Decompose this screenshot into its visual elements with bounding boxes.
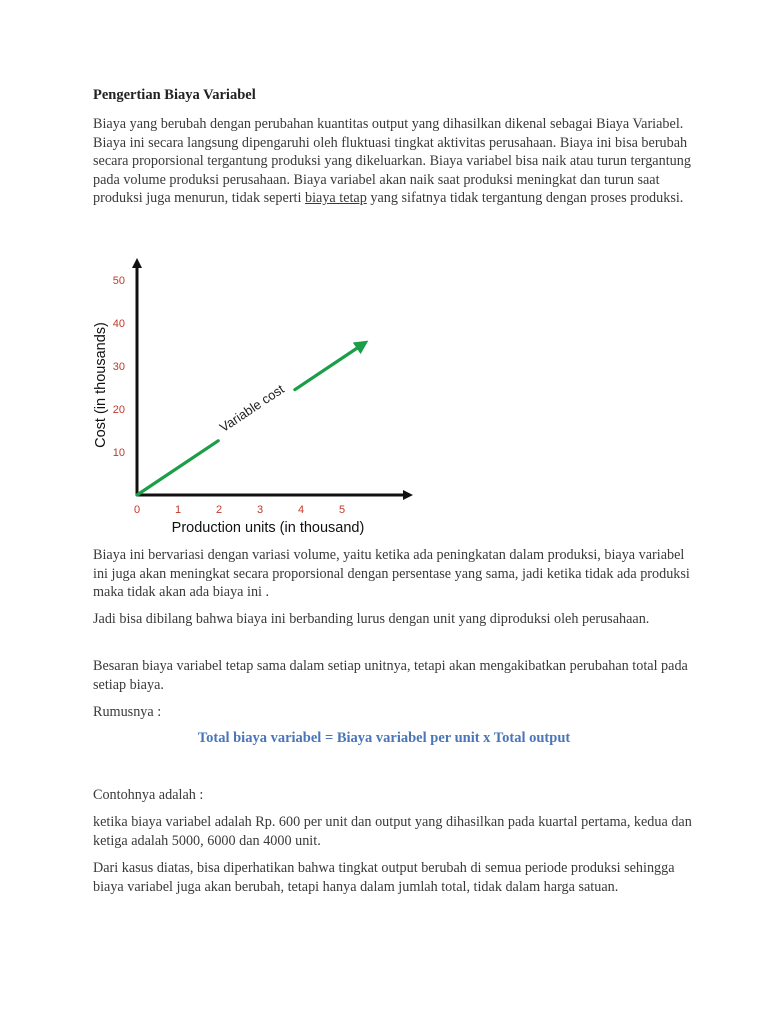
x-tick-label: 4 (297, 504, 305, 516)
biaya-tetap-link[interactable]: biaya tetap (304, 190, 367, 207)
variable-cost-line (137, 441, 218, 495)
intro-text-part1: Biaya yang berubah dengan perubahan kuantitas output yang dihasilkan dikenal sebagai Biaya Variabel. Biaya ini secara langsung dipengaruhi oleh fluktuasi tingkat aktivitas perusahaan. Biaya ini bisa berubah secara proporsional tergantung produksi yang dikeluarkan. Biaya variabel bisa naik atau turun tergantung pada volume produksi perusahaan. Biaya variabel akan naik saat produksi meningkat dan turun saat produksi juga menurun, tidak seperti (93, 116, 691, 207)
x-axis-label: Production units (in thousand) (171, 520, 365, 536)
variable-cost-chart (88, 255, 418, 540)
x-tick-label: 2 (215, 504, 223, 516)
document-title: Pengertian Biaya Variabel (93, 87, 256, 103)
y-axis-label: Cost (in thousands) (93, 322, 109, 448)
example-paragraph-1: ketika biaya variabel adalah Rp. 600 per unit dan output yang dihasilkan pada kuartal pertama, kedua dan ketiga adalah 5000, 6000 dan 4000 unit. (93, 814, 692, 849)
formula-intro: Rumusnya : (93, 704, 162, 720)
paragraph-proportional: Jadi bisa dibilang bahwa biaya ini berbanding lurus dengan unit yang diproduksi oleh perusahaan. (93, 611, 650, 627)
paragraph-volume: Biaya ini bervariasi dengan variasi volume, yaitu ketika ada peningkatan dalam produksi, biaya variabel ini juga akan meningkat secara proporsional dengan persentase yang sama, jadi ketika tidak ada produksi maka tidak akan ada biaya ini . (93, 547, 690, 601)
y-tick-label: 40 (112, 318, 125, 330)
formula-text: Total biaya variabel = Biaya variabel per unit x Total output (197, 730, 571, 746)
chart-axes (137, 263, 408, 495)
x-tick-label: 3 (256, 504, 264, 516)
paragraph-unit-cost: Besaran biaya variabel tetap sama dalam setiap unitnya, tetapi akan mengakibatkan perubahan total pada setiap biaya. (93, 658, 688, 693)
variable-cost-annotation: Variable cost (216, 381, 287, 435)
chart-ticks (113, 275, 345, 516)
example-intro: Contohnya adalah : (93, 787, 204, 803)
variable-cost-line (295, 345, 363, 390)
y-tick-label: 20 (112, 404, 125, 416)
y-tick-label: 50 (112, 275, 125, 287)
y-tick-label: 30 (112, 361, 125, 373)
x-tick-label: 5 (338, 504, 346, 516)
x-tick-label: 1 (174, 504, 182, 516)
chart-series (137, 345, 363, 496)
y-tick-label: 10 (112, 447, 125, 459)
intro-paragraph (93, 115, 693, 208)
example-paragraph-2: Dari kasus diatas, bisa diperhatikan bahwa tingkat output berubah di semua periode produksi sehingga biaya variabel juga akan berubah, tetapi hanya dalam jumlah total, tidak dalam harga satuan. (93, 860, 675, 895)
intro-text-part2: yang sifatnya tidak tergantung dengan proses produksi. (366, 190, 684, 207)
x-tick-label: 0 (133, 504, 141, 516)
chart-svg (88, 255, 418, 540)
